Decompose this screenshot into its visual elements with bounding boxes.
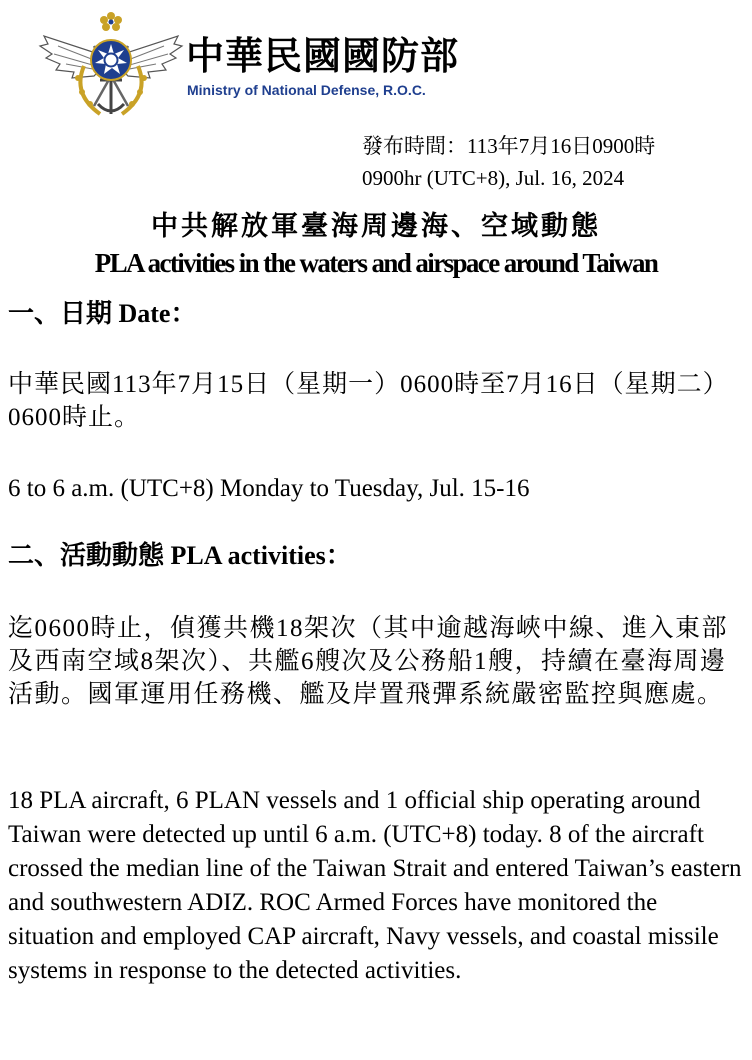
date-section-heading: 一、日期 Date： <box>8 299 197 328</box>
org-name-zh: 中華民國國防部 <box>186 34 460 78</box>
document-title-en: PLA activities in the waters and airspace around Taiwan <box>94 248 658 278</box>
mnd-emblem-icon <box>38 6 184 122</box>
activities-text-zh: 迄0600時止，偵獲共機18架次（其中逾越海峽中線、進入東部及西南空域8架次）、共艦6艘次及公務船1艘，持續在臺海周邊活動。國軍運用任務機、艦及岸置飛彈系統嚴密監控與應處。 <box>8 615 729 708</box>
activities-section-heading: 二、活動動態 PLA activities： <box>8 541 352 570</box>
date-text-zh: 中華民國113年7月15日（星期一）0600時至7月16日（星期二）0600時止。 <box>8 371 729 431</box>
activities-text-en: 18 PLA aircraft, 6 PLAN vessels and 1 official ship operating around Taiwan were detected up until 6 a.m. (UTC+8) today. 8 of the aircraft crossed the median line of the Taiwan Strait and entered Taiwan’s eastern and southwestern ADIZ. ROC Armed Forces have monitored the situation and employed CAP aircraft, Navy vessels, and coastal missile systems in response to the detected activities. <box>8 787 742 984</box>
release-time-zh: 發布時間：113年7月16日0900時 <box>362 134 656 158</box>
document-title-zh: 中共解放軍臺海周邊海、空域動態 <box>151 211 601 241</box>
release-time <box>362 130 655 194</box>
release-time-en: 0900hr (UTC+8), Jul. 16, 2024 <box>362 166 625 190</box>
date-text-en: 6 to 6 a.m. (UTC+8) Monday to Tuesday, Jul. 15-16 <box>8 475 530 502</box>
org-name-en: Ministry of National Defense, R.O.C. <box>187 82 426 98</box>
